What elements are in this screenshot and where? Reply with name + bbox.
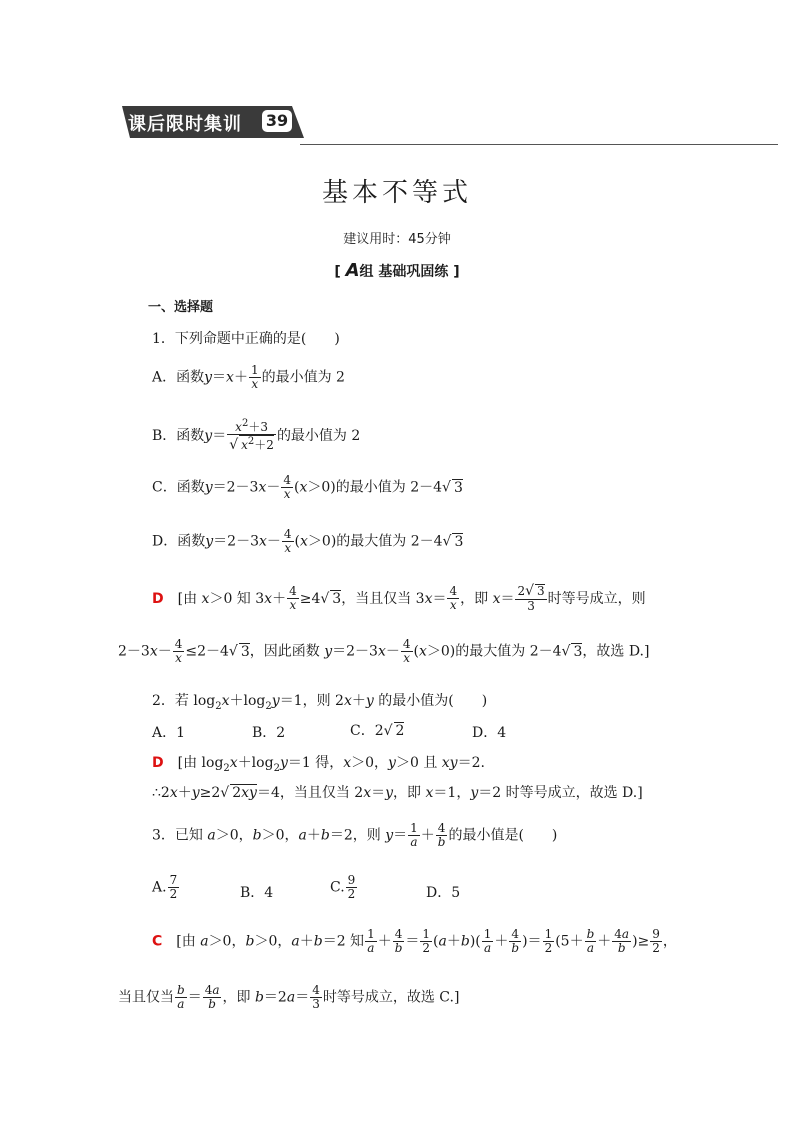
group-heading bbox=[0, 260, 794, 281]
q3-option-a: A. $\frac{7}{2}$ bbox=[152, 873, 178, 902]
header-rule bbox=[300, 144, 778, 145]
section-heading: 一、选择题 bbox=[148, 300, 214, 315]
q3-option-d: D．5 bbox=[426, 885, 461, 901]
group-letter: A bbox=[345, 260, 360, 281]
group-bracket-close: ] bbox=[453, 264, 460, 280]
q1-answer: D bbox=[152, 590, 164, 607]
banner-label: 课后限时集训 bbox=[128, 114, 242, 135]
time-note: 建议用时：45分钟 bbox=[343, 232, 451, 247]
q2-solution-line2: ∴2x＋y≥2√ 2xy＝4，当且仅当 2x＝y，即 x＝1，y＝2 时等号成立，故选 D.] bbox=[152, 785, 643, 801]
q2-option-b: B．2 bbox=[252, 725, 286, 741]
page-title: 基本不等式 bbox=[321, 178, 472, 208]
q1-option-c: C．函数y＝2－3x－ $\frac{4}{x}$ (x＞0)的最小值为 2－4√ 3 bbox=[152, 473, 463, 502]
q2-option-d: D．4 bbox=[472, 725, 507, 741]
q2-stem: 2．若 $\log_2x+\log_2y=1$，则 2x＋y 的最小值为( ) bbox=[152, 693, 488, 712]
q3-option-c: C. $\frac{9}{2}$ bbox=[330, 873, 356, 902]
q3-solution-line2: 当且仅当 $\frac{b}{a}$ ＝ $\frac{4a}{b}$ ，即 b＝2a＝ $\frac{4}{3}$ 时等号成立，故选 C.] bbox=[118, 983, 460, 1012]
q2-answer: D bbox=[152, 755, 164, 771]
q1-option-d: D．函数y＝2－3x－ $\frac{4}{x}$ (x＞0)的最大值为 2－4√ 3 bbox=[152, 527, 464, 556]
q3-stem: 3．已知 a＞0，b＞0，a＋b＝2，则 y＝ $\frac{1}{a}$ ＋ $\frac{4}{b}$ 的最小值是( ) bbox=[152, 821, 558, 850]
q1-solution-line2: 2－3x－ $\frac{4}{x}$ ≤2－4√ 3，因此函数 y＝2－3x－ $\frac{4}{x}$ (x＞0)的最大值为 2－4√ 3，故选 D.] bbox=[118, 637, 650, 666]
q3-answer: C bbox=[152, 933, 163, 950]
q3-option-b: B．4 bbox=[240, 885, 274, 901]
banner-number: 39 bbox=[262, 110, 292, 132]
q1-solution-line1: D [由 x＞0 知 3x＋ $\frac{4}{x}$ ≥4√ 3，当且仅当 3x＝ $\frac{4}{x}$ ，即 x＝ $\frac{2√ 3}{3}$ 时等号成立，则 bbox=[152, 583, 646, 614]
q3-solution-line1: C [由 a＞0，b＞0，a＋b＝2 知 $\frac{1}{a}$ ＋ $\frac{4}{b}$ ＝ $\frac{1}{2}$ (a＋b)( $\frac{1}{a}$ ＋ $\frac{4}{b}$ )＝ $\frac{1}{2}$ (5＋ $\frac{b}{a}$ ＋ $\frac{4a}{b}$ )≥ $\frac{9}{2}$ ， bbox=[152, 927, 677, 956]
q1-option-b: B．函数y＝ $\frac{x^2+3}{√ x^2+2}$ 的最小值为 2 bbox=[152, 418, 361, 454]
q2-solution-line1: D [由 $\log_2x+\log_2y=1$ 得，x＞0，y＞0 且 xy＝2. bbox=[152, 755, 485, 774]
q1-stem: 1．下列命题中正确的是( ) bbox=[152, 331, 340, 347]
q1-option-a: A．函数y＝x＋ $\frac{1}{x}$ 的最小值为 2 bbox=[152, 363, 345, 392]
group-bracket-open: [ bbox=[334, 264, 341, 280]
q2-option-a: A．1 bbox=[152, 725, 186, 741]
q2-option-c: C．2√ 2 bbox=[350, 723, 405, 739]
group-label: 组 基础巩固练 bbox=[359, 264, 449, 280]
